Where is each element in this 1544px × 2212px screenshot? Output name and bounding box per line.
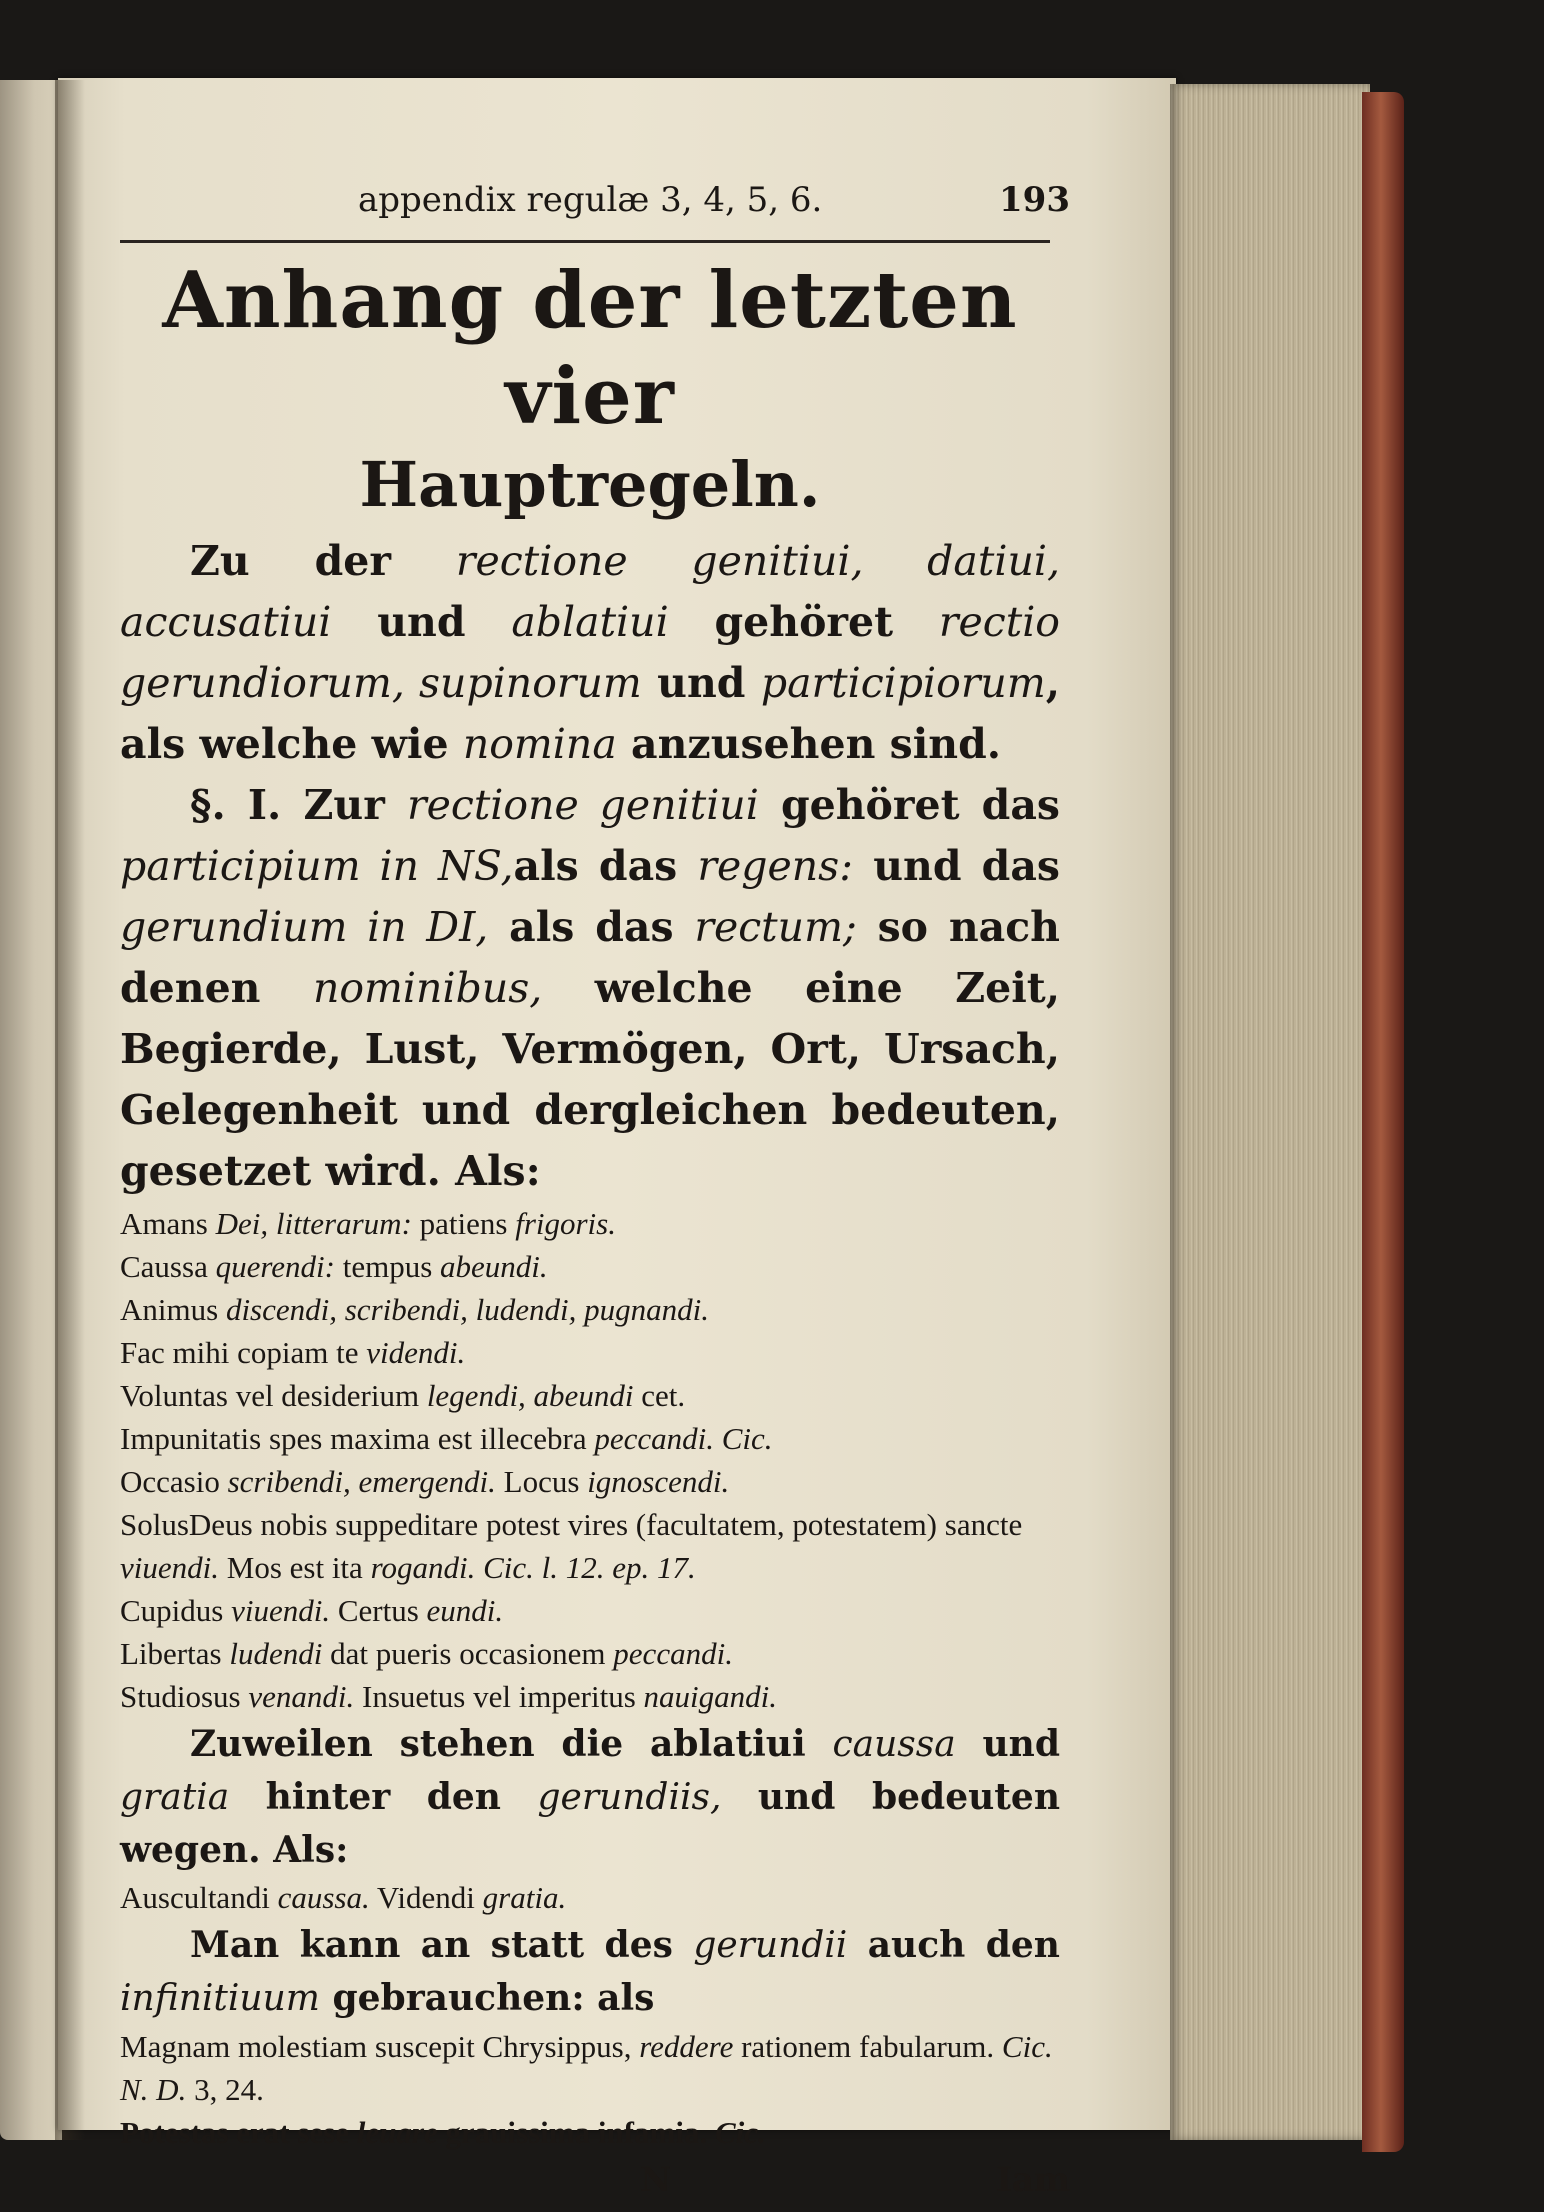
page-text bbox=[120, 180, 1070, 2212]
example-line: Animus discendi, scribendi, ludendi, pugnandi. bbox=[120, 1292, 709, 1327]
chapter-title: Anhang der letzten vier bbox=[162, 255, 1018, 442]
example-line: Occasio scribendi, emergendi. Locus ignoscendi. bbox=[120, 1464, 730, 1499]
intro-paragraph: Zu der rectione genitiui, datiui, accusatiui und ablatiui gehöret rectio gerundiorum, supinorum und participiorum, als welche wie nomina anzusehen sind. bbox=[120, 537, 1060, 768]
page-number: 193 bbox=[999, 180, 1070, 220]
page-footer bbox=[120, 2156, 1070, 2212]
example-solus: SolusDeus nobis suppeditare potest vires (facultatem, potestatem) sancte viuendi. Mos est ita rogandi. Cic. l. 12. ep. 17. bbox=[120, 1507, 1023, 1585]
example-line: Impunitatis spes maxima est illecebra peccandi. Cic. bbox=[120, 1421, 773, 1456]
example-magnam: Magnam molestiam suscepit Chrysippus, reddere rationem fabularum. Cic. N. D. 3, 24. bbox=[120, 2029, 1053, 2107]
zuweilen-paragraph: Zuweilen stehen die ablatiui caussa und gratia hinter den gerundiis, und bedeuten wegen. Als: bbox=[120, 1723, 1061, 1871]
left-page-edge bbox=[0, 80, 62, 2140]
mankann-paragraph: Man kann an statt des gerundii auch den infinitiuum gebrauchen: als bbox=[120, 1924, 1060, 2019]
book-cover bbox=[1362, 92, 1404, 2152]
head-rule bbox=[120, 240, 1050, 243]
example-line: Libertas ludendi dat pueris occasionem peccandi. bbox=[120, 1636, 733, 1671]
example-line: Fac mihi copiam te videndi. bbox=[120, 1335, 466, 1370]
running-head-title: appendix regulæ 3, 4, 5, 6. bbox=[358, 180, 823, 220]
signature-mark: N bbox=[640, 2160, 672, 2200]
example-line: Caussa querendi: tempus abeundi. bbox=[120, 1249, 548, 1284]
example-line: Voluntas vel desiderium legendi, abeundi cet. bbox=[120, 1378, 686, 1413]
page-edges bbox=[1170, 84, 1370, 2140]
example-potestas: Potestas erat sese leuare grauissima infamia. Cic. bbox=[120, 2115, 766, 2150]
chapter-subtitle: Hauptregeln. bbox=[359, 448, 821, 521]
example-line: Cupidus viuendi. Certus eundi. bbox=[120, 1593, 504, 1628]
example-line: Amans Dei, litterarum: patiens frigoris. bbox=[120, 1206, 616, 1241]
catchword: Iam bbox=[996, 2160, 1070, 2200]
example-ausc: Auscultandi caussa. Videndi gratia. bbox=[120, 1880, 567, 1915]
example-line: Studiosus venandi. Insuetus vel imperitus nauigandi. bbox=[120, 1679, 778, 1714]
running-head bbox=[120, 180, 1070, 236]
section-1-paragraph: §. I. Zur rectione genitiui gehöret das participium in NS,als das regens: und das gerundium in DI, als das rectum; so nach denen nominibus, welche eine Zeit, Begierde, Lust, Vermögen, Ort, Ursach, Gelegenheit und dergleichen bedeuten, gesetzet wird. Als: bbox=[120, 781, 1060, 1195]
gutter-shadow bbox=[55, 80, 85, 2140]
